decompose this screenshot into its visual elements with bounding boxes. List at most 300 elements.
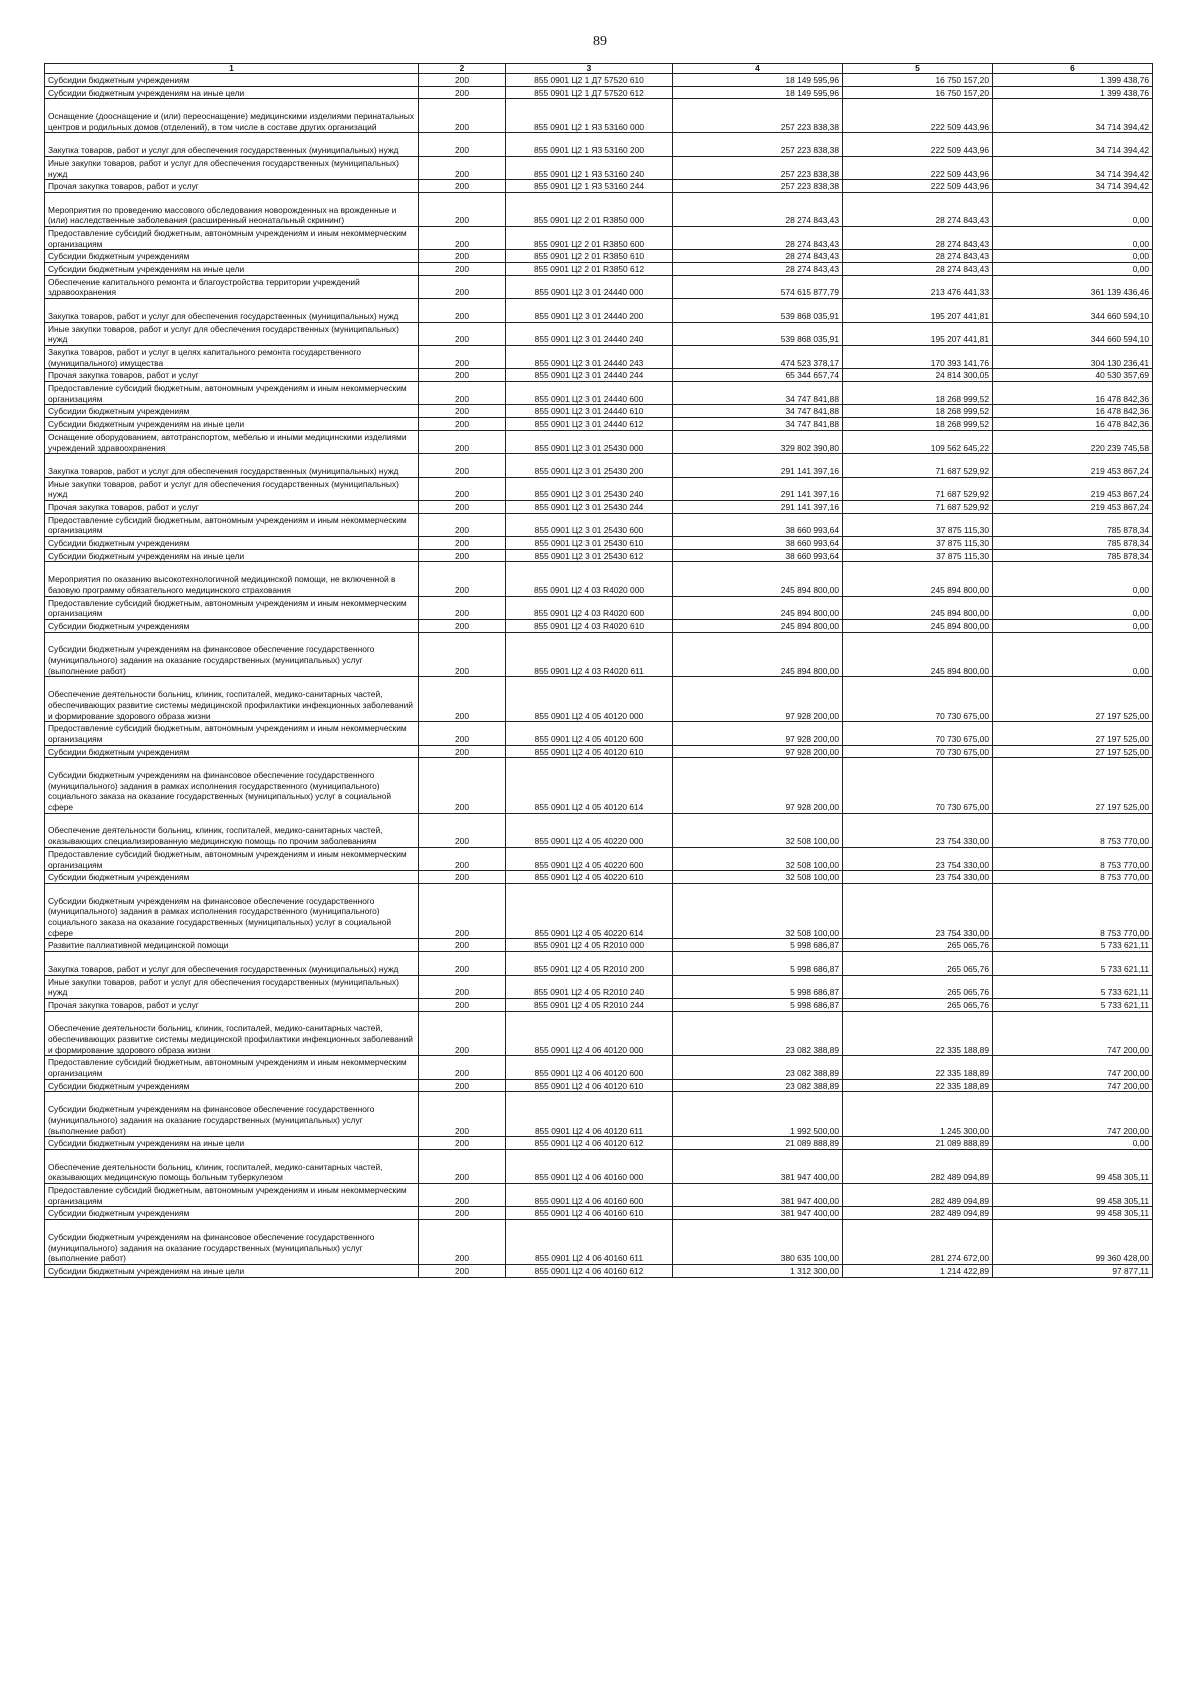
row-kbk-code: 855 0901 Ц2 4 05 40220 610 xyxy=(506,871,673,884)
row-code: 200 xyxy=(419,500,506,513)
row-value-5: 213 476 441,33 xyxy=(843,275,993,298)
row-kbk-code: 855 0901 Ц2 4 03 R4020 610 xyxy=(506,619,673,632)
row-value-5: 37 875 115,30 xyxy=(843,549,993,562)
row-value-6: 304 130 236,41 xyxy=(993,345,1153,368)
row-code: 200 xyxy=(419,619,506,632)
page-number: 89 xyxy=(593,34,607,49)
column-header-3: 3 xyxy=(506,64,673,74)
row-value-4: 23 082 388,89 xyxy=(673,1056,843,1079)
row-code: 200 xyxy=(419,722,506,745)
row-kbk-code: 855 0901 Ц2 4 05 40120 610 xyxy=(506,745,673,758)
row-name: Закупка товаров, работ и услуг для обеспечения государственных (муниципальных) нужд xyxy=(45,133,419,156)
row-kbk-code: 855 0901 Ц2 1 Я3 53160 000 xyxy=(506,99,673,133)
table-row xyxy=(45,883,1153,939)
table-row xyxy=(45,1056,1153,1079)
row-code: 200 xyxy=(419,180,506,193)
row-name: Субсидии бюджетным учреждениям на иные цели xyxy=(45,549,419,562)
row-value-4: 97 928 200,00 xyxy=(673,758,843,814)
row-value-4: 32 508 100,00 xyxy=(673,813,843,847)
row-value-4: 5 998 686,87 xyxy=(673,975,843,998)
table-row xyxy=(45,677,1153,722)
row-name: Субсидии бюджетным учреждениям xyxy=(45,745,419,758)
row-value-4: 97 928 200,00 xyxy=(673,677,843,722)
row-value-5: 282 489 094,89 xyxy=(843,1207,993,1220)
row-name: Субсидии бюджетным учреждениям на иные цели xyxy=(45,418,419,431)
row-value-5: 265 065,76 xyxy=(843,952,993,975)
row-kbk-code: 855 0901 Ц2 2 01 R3850 600 xyxy=(506,227,673,250)
row-value-5: 28 274 843,43 xyxy=(843,227,993,250)
row-code: 200 xyxy=(419,883,506,939)
row-value-6: 8 753 770,00 xyxy=(993,847,1153,870)
row-name: Субсидии бюджетным учреждениям xyxy=(45,1079,419,1092)
row-value-5: 222 509 443,96 xyxy=(843,180,993,193)
header-row xyxy=(45,64,1153,74)
row-kbk-code: 855 0901 Ц2 4 05 R2010 240 xyxy=(506,975,673,998)
row-code: 200 xyxy=(419,939,506,952)
row-value-6: 0,00 xyxy=(993,1137,1153,1150)
row-name: Иные закупки товаров, работ и услуг для обеспечения государственных (муниципальных) нужд xyxy=(45,156,419,179)
row-value-4: 291 141 397,16 xyxy=(673,454,843,477)
row-value-4: 34 747 841,88 xyxy=(673,382,843,405)
row-value-5: 70 730 675,00 xyxy=(843,745,993,758)
row-value-4: 257 223 838,38 xyxy=(673,99,843,133)
row-value-6: 0,00 xyxy=(993,263,1153,276)
row-code: 200 xyxy=(419,1220,506,1265)
row-value-5: 18 268 999,52 xyxy=(843,382,993,405)
row-name: Закупка товаров, работ и услуг для обеспечения государственных (муниципальных) нужд xyxy=(45,952,419,975)
table-row xyxy=(45,952,1153,975)
row-value-5: 265 065,76 xyxy=(843,975,993,998)
row-name: Субсидии бюджетным учреждениям на финансовое обеспечение государственного (муниципального) задания на оказание государственных (муниципальных) услуг (выполнение работ) xyxy=(45,1220,419,1265)
row-value-6: 1 399 438,76 xyxy=(993,86,1153,99)
row-code: 200 xyxy=(419,1137,506,1150)
row-kbk-code: 855 0901 Ц2 4 05 R2010 244 xyxy=(506,998,673,1011)
table-row xyxy=(45,263,1153,276)
row-value-5: 245 894 800,00 xyxy=(843,619,993,632)
row-kbk-code: 855 0901 Ц2 4 05 R2010 000 xyxy=(506,939,673,952)
row-value-6: 27 197 525,00 xyxy=(993,758,1153,814)
row-code: 200 xyxy=(419,299,506,322)
row-kbk-code: 855 0901 Ц2 4 06 40120 611 xyxy=(506,1092,673,1137)
row-value-5: 71 687 529,92 xyxy=(843,500,993,513)
table-row xyxy=(45,454,1153,477)
table-row xyxy=(45,227,1153,250)
row-value-4: 257 223 838,38 xyxy=(673,180,843,193)
row-value-6: 97 877,11 xyxy=(993,1264,1153,1277)
row-kbk-code: 855 0901 Ц2 2 01 R3850 610 xyxy=(506,250,673,263)
row-value-6: 99 458 305,11 xyxy=(993,1184,1153,1207)
row-code: 200 xyxy=(419,1149,506,1183)
table-row xyxy=(45,382,1153,405)
row-value-5: 23 754 330,00 xyxy=(843,847,993,870)
row-value-4: 21 089 888,89 xyxy=(673,1137,843,1150)
table-row xyxy=(45,998,1153,1011)
table-row xyxy=(45,299,1153,322)
row-value-5: 21 089 888,89 xyxy=(843,1137,993,1150)
row-value-6: 34 714 394,42 xyxy=(993,180,1153,193)
row-name: Мероприятия по оказанию высокотехнологичной медицинской помощи, не включенной в базовую программу обязательного медицинского страхования xyxy=(45,562,419,596)
column-header-5: 5 xyxy=(843,64,993,74)
row-name: Мероприятия по проведению массового обследования новорожденных на врожденные и (или) наследственные заболевания (расширенный неонатальный скрининг) xyxy=(45,192,419,226)
row-value-4: 32 508 100,00 xyxy=(673,883,843,939)
column-header-6: 6 xyxy=(993,64,1153,74)
row-code: 200 xyxy=(419,263,506,276)
row-value-6: 40 530 357,69 xyxy=(993,369,1153,382)
row-code: 200 xyxy=(419,847,506,870)
row-code: 200 xyxy=(419,86,506,99)
row-value-5: 28 274 843,43 xyxy=(843,250,993,263)
column-header-4: 4 xyxy=(673,64,843,74)
row-value-5: 23 754 330,00 xyxy=(843,871,993,884)
row-kbk-code: 855 0901 Ц2 4 06 40160 610 xyxy=(506,1207,673,1220)
row-value-6: 220 239 745,58 xyxy=(993,430,1153,453)
row-value-5: 1 214 422,89 xyxy=(843,1264,993,1277)
row-value-5: 282 489 094,89 xyxy=(843,1149,993,1183)
row-name: Предоставление субсидий бюджетным, автономным учреждениям и иным некоммерческим организациям xyxy=(45,382,419,405)
row-code: 200 xyxy=(419,562,506,596)
row-value-6: 344 660 594,10 xyxy=(993,322,1153,345)
row-value-4: 257 223 838,38 xyxy=(673,156,843,179)
table-row xyxy=(45,1092,1153,1137)
row-value-6: 16 478 842,36 xyxy=(993,382,1153,405)
row-value-5: 23 754 330,00 xyxy=(843,813,993,847)
table-row xyxy=(45,562,1153,596)
row-value-5: 22 335 188,89 xyxy=(843,1056,993,1079)
row-value-5: 28 274 843,43 xyxy=(843,192,993,226)
row-value-6: 0,00 xyxy=(993,562,1153,596)
row-kbk-code: 855 0901 Ц2 4 05 40120 600 xyxy=(506,722,673,745)
row-code: 200 xyxy=(419,871,506,884)
row-kbk-code: 855 0901 Ц2 3 01 24440 200 xyxy=(506,299,673,322)
row-kbk-code: 855 0901 Ц2 4 06 40120 610 xyxy=(506,1079,673,1092)
row-value-5: 245 894 800,00 xyxy=(843,562,993,596)
row-value-5: 70 730 675,00 xyxy=(843,758,993,814)
row-code: 200 xyxy=(419,156,506,179)
table-row xyxy=(45,322,1153,345)
row-code: 200 xyxy=(419,745,506,758)
row-code: 200 xyxy=(419,596,506,619)
row-value-4: 34 747 841,88 xyxy=(673,418,843,431)
table-row xyxy=(45,758,1153,814)
row-name: Обеспечение деятельности больниц, клиник, госпиталей, медико-санитарных частей, обеспечивающих развитие системы медицинской профилактики инфекционных заболеваний и формирование здорового образа жизни xyxy=(45,1011,419,1056)
row-value-5: 70 730 675,00 xyxy=(843,722,993,745)
row-value-4: 329 802 390,80 xyxy=(673,430,843,453)
row-value-6: 27 197 525,00 xyxy=(993,745,1153,758)
table-row xyxy=(45,369,1153,382)
row-value-5: 1 245 300,00 xyxy=(843,1092,993,1137)
row-value-4: 380 635 100,00 xyxy=(673,1220,843,1265)
row-kbk-code: 855 0901 Ц2 4 06 40120 600 xyxy=(506,1056,673,1079)
row-name: Прочая закупка товаров, работ и услуг xyxy=(45,369,419,382)
row-kbk-code: 855 0901 Ц2 4 06 40120 000 xyxy=(506,1011,673,1056)
row-kbk-code: 855 0901 Ц2 4 05 40220 000 xyxy=(506,813,673,847)
row-value-6: 8 753 770,00 xyxy=(993,813,1153,847)
row-value-5: 28 274 843,43 xyxy=(843,263,993,276)
table-row xyxy=(45,975,1153,998)
row-value-6: 747 200,00 xyxy=(993,1079,1153,1092)
row-value-6: 361 139 436,46 xyxy=(993,275,1153,298)
row-value-5: 222 509 443,96 xyxy=(843,156,993,179)
row-value-6: 1 399 438,76 xyxy=(993,74,1153,87)
table-row xyxy=(45,549,1153,562)
row-kbk-code: 855 0901 Ц2 1 Я3 53160 200 xyxy=(506,133,673,156)
row-code: 200 xyxy=(419,1207,506,1220)
row-code: 200 xyxy=(419,1056,506,1079)
row-value-4: 291 141 397,16 xyxy=(673,500,843,513)
row-name: Субсидии бюджетным учреждениям на иные цели xyxy=(45,1264,419,1277)
row-value-6: 99 360 428,00 xyxy=(993,1220,1153,1265)
row-value-5: 265 065,76 xyxy=(843,939,993,952)
row-name: Предоставление субсидий бюджетным, автономным учреждениям и иным некоммерческим организациям xyxy=(45,847,419,870)
row-value-6: 5 733 621,11 xyxy=(993,998,1153,1011)
row-value-6: 34 714 394,42 xyxy=(993,133,1153,156)
row-code: 200 xyxy=(419,322,506,345)
column-header-1: 1 xyxy=(45,64,419,74)
row-code: 200 xyxy=(419,133,506,156)
row-value-4: 539 868 035,91 xyxy=(673,322,843,345)
table-row xyxy=(45,477,1153,500)
row-kbk-code: 855 0901 Ц2 3 01 25430 612 xyxy=(506,549,673,562)
row-value-6: 34 714 394,42 xyxy=(993,99,1153,133)
table-row xyxy=(45,192,1153,226)
row-value-4: 97 928 200,00 xyxy=(673,745,843,758)
row-value-4: 23 082 388,89 xyxy=(673,1011,843,1056)
row-value-4: 245 894 800,00 xyxy=(673,619,843,632)
row-code: 200 xyxy=(419,1092,506,1137)
row-code: 200 xyxy=(419,952,506,975)
row-name: Обеспечение капитального ремонта и благоустройства территории учреждений здравоохранения xyxy=(45,275,419,298)
row-name: Закупка товаров, работ и услуг в целях капитального ремонта государственного (муниципального) имущества xyxy=(45,345,419,368)
table-row xyxy=(45,156,1153,179)
table-row xyxy=(45,180,1153,193)
row-value-5: 109 562 645,22 xyxy=(843,430,993,453)
row-value-6: 8 753 770,00 xyxy=(993,871,1153,884)
row-code: 200 xyxy=(419,1011,506,1056)
row-name: Предоставление субсидий бюджетным, автономным учреждениям и иным некоммерческим организациям xyxy=(45,596,419,619)
row-code: 200 xyxy=(419,998,506,1011)
row-name: Предоставление субсидий бюджетным, автономным учреждениям и иным некоммерческим организациям xyxy=(45,1184,419,1207)
row-value-5: 222 509 443,96 xyxy=(843,99,993,133)
row-value-4: 5 998 686,87 xyxy=(673,952,843,975)
row-value-4: 381 947 400,00 xyxy=(673,1149,843,1183)
row-name: Предоставление субсидий бюджетным, автономным учреждениям и иным некоммерческим организациям xyxy=(45,722,419,745)
row-value-4: 28 274 843,43 xyxy=(673,192,843,226)
row-value-4: 97 928 200,00 xyxy=(673,722,843,745)
table-row xyxy=(45,1137,1153,1150)
row-value-4: 539 868 035,91 xyxy=(673,299,843,322)
row-value-5: 71 687 529,92 xyxy=(843,454,993,477)
row-code: 200 xyxy=(419,454,506,477)
row-kbk-code: 855 0901 Ц2 4 06 40160 000 xyxy=(506,1149,673,1183)
row-value-6: 219 453 867,24 xyxy=(993,454,1153,477)
row-value-4: 28 274 843,43 xyxy=(673,227,843,250)
row-name: Предоставление субсидий бюджетным, автономным учреждениям и иным некоммерческим организациям xyxy=(45,227,419,250)
row-kbk-code: 855 0901 Ц2 2 01 R3850 000 xyxy=(506,192,673,226)
row-value-5: 18 268 999,52 xyxy=(843,418,993,431)
row-name: Иные закупки товаров, работ и услуг для обеспечения государственных (муниципальных) нужд xyxy=(45,975,419,998)
row-name: Обеспечение деятельности больниц, клиник, госпиталей, медико-санитарных частей, оказывающих медицинскую помощь больным туберкулезом xyxy=(45,1149,419,1183)
row-name: Субсидии бюджетным учреждениям на финансовое обеспечение государственного (муниципального) задания в рамках исполнения государственного (муниципального) социального заказа на оказание государственных (муниципальных) услуг в социальной сфере xyxy=(45,758,419,814)
table-row xyxy=(45,1079,1153,1092)
row-kbk-code: 855 0901 Ц2 3 01 24440 612 xyxy=(506,418,673,431)
row-kbk-code: 855 0901 Ц2 2 01 R3850 612 xyxy=(506,263,673,276)
table-row xyxy=(45,1184,1153,1207)
row-value-4: 574 615 877,79 xyxy=(673,275,843,298)
table-row xyxy=(45,74,1153,87)
row-value-5: 222 509 443,96 xyxy=(843,133,993,156)
row-value-4: 1 992 500,00 xyxy=(673,1092,843,1137)
row-value-4: 18 149 595,96 xyxy=(673,86,843,99)
row-value-4: 245 894 800,00 xyxy=(673,632,843,677)
row-code: 200 xyxy=(419,382,506,405)
row-value-6: 5 733 621,11 xyxy=(993,952,1153,975)
row-value-6: 16 478 842,36 xyxy=(993,405,1153,418)
table-row xyxy=(45,405,1153,418)
row-value-6: 747 200,00 xyxy=(993,1056,1153,1079)
column-header-2: 2 xyxy=(419,64,506,74)
row-kbk-code: 855 0901 Ц2 3 01 24440 610 xyxy=(506,405,673,418)
row-kbk-code: 855 0901 Ц2 1 Я3 53160 240 xyxy=(506,156,673,179)
row-kbk-code: 855 0901 Ц2 4 06 40120 612 xyxy=(506,1137,673,1150)
row-value-6: 219 453 867,24 xyxy=(993,500,1153,513)
table-row xyxy=(45,275,1153,298)
row-kbk-code: 855 0901 Ц2 4 05 R2010 200 xyxy=(506,952,673,975)
row-value-4: 18 149 595,96 xyxy=(673,74,843,87)
row-name: Обеспечение деятельности больниц, клиник, госпиталей, медико-санитарных частей, оказывающих специализированную медицинскую помощь по прочим заболеваниям xyxy=(45,813,419,847)
row-value-5: 37 875 115,30 xyxy=(843,513,993,536)
table-row xyxy=(45,418,1153,431)
row-name: Прочая закупка товаров, работ и услуг xyxy=(45,180,419,193)
row-kbk-code: 855 0901 Ц2 4 06 40160 600 xyxy=(506,1184,673,1207)
row-value-5: 23 754 330,00 xyxy=(843,883,993,939)
row-kbk-code: 855 0901 Ц2 3 01 25430 240 xyxy=(506,477,673,500)
row-value-6: 27 197 525,00 xyxy=(993,677,1153,722)
row-value-6: 0,00 xyxy=(993,227,1153,250)
row-code: 200 xyxy=(419,74,506,87)
row-value-4: 474 523 378,17 xyxy=(673,345,843,368)
row-value-6: 747 200,00 xyxy=(993,1092,1153,1137)
row-code: 200 xyxy=(419,537,506,550)
row-kbk-code: 855 0901 Ц2 3 01 25430 600 xyxy=(506,513,673,536)
row-kbk-code: 855 0901 Ц2 1 Д7 57520 612 xyxy=(506,86,673,99)
table-row xyxy=(45,99,1153,133)
row-name: Субсидии бюджетным учреждениям на иные цели xyxy=(45,86,419,99)
table-row xyxy=(45,871,1153,884)
budget-table xyxy=(44,63,1153,1278)
table-row xyxy=(45,722,1153,745)
row-code: 200 xyxy=(419,632,506,677)
table-row xyxy=(45,1149,1153,1183)
row-code: 200 xyxy=(419,513,506,536)
table-row xyxy=(45,250,1153,263)
table-row xyxy=(45,619,1153,632)
row-code: 200 xyxy=(419,677,506,722)
row-value-4: 28 274 843,43 xyxy=(673,263,843,276)
row-value-4: 38 660 993,64 xyxy=(673,549,843,562)
row-code: 200 xyxy=(419,1264,506,1277)
row-value-5: 22 335 188,89 xyxy=(843,1079,993,1092)
row-value-6: 219 453 867,24 xyxy=(993,477,1153,500)
row-kbk-code: 855 0901 Ц2 3 01 25430 200 xyxy=(506,454,673,477)
row-code: 200 xyxy=(419,345,506,368)
row-value-5: 37 875 115,30 xyxy=(843,537,993,550)
row-value-4: 245 894 800,00 xyxy=(673,596,843,619)
table-row xyxy=(45,745,1153,758)
table-row xyxy=(45,1220,1153,1265)
row-value-4: 5 998 686,87 xyxy=(673,939,843,952)
row-name: Субсидии бюджетным учреждениям на финансовое обеспечение государственного (муниципального) задания в рамках исполнения государственного (муниципального) социального заказа на оказание государственных (муниципальных) услуг в социальной сфере xyxy=(45,883,419,939)
row-code: 200 xyxy=(419,99,506,133)
row-value-6: 0,00 xyxy=(993,632,1153,677)
row-kbk-code: 855 0901 Ц2 3 01 25430 244 xyxy=(506,500,673,513)
row-code: 200 xyxy=(419,405,506,418)
row-code: 200 xyxy=(419,813,506,847)
row-kbk-code: 855 0901 Ц2 4 06 40160 612 xyxy=(506,1264,673,1277)
table-row xyxy=(45,86,1153,99)
row-value-5: 18 268 999,52 xyxy=(843,405,993,418)
row-value-4: 38 660 993,64 xyxy=(673,537,843,550)
row-name: Субсидии бюджетным учреждениям на финансовое обеспечение государственного (муниципального) задания на оказание государственных (муниципальных) услуг (выполнение работ) xyxy=(45,1092,419,1137)
row-name: Субсидии бюджетным учреждениям xyxy=(45,619,419,632)
row-value-4: 23 082 388,89 xyxy=(673,1079,843,1092)
row-value-5: 281 274 672,00 xyxy=(843,1220,993,1265)
row-value-5: 195 207 441,81 xyxy=(843,299,993,322)
table-row xyxy=(45,513,1153,536)
table-row xyxy=(45,813,1153,847)
row-name: Субсидии бюджетным учреждениям xyxy=(45,537,419,550)
row-name: Обеспечение деятельности больниц, клиник, госпиталей, медико-санитарных частей, обеспечивающих развитие системы медицинской профилактики инфекционных заболеваний и формирование здорового образа жизни xyxy=(45,677,419,722)
row-code: 200 xyxy=(419,477,506,500)
row-value-6: 0,00 xyxy=(993,619,1153,632)
row-kbk-code: 855 0901 Ц2 3 01 24440 244 xyxy=(506,369,673,382)
row-code: 200 xyxy=(419,192,506,226)
table-row xyxy=(45,430,1153,453)
row-value-4: 65 344 657,74 xyxy=(673,369,843,382)
row-name: Прочая закупка товаров, работ и услуг xyxy=(45,998,419,1011)
row-kbk-code: 855 0901 Ц2 4 05 40120 000 xyxy=(506,677,673,722)
row-value-6: 747 200,00 xyxy=(993,1011,1153,1056)
row-name: Субсидии бюджетным учреждениям на финансовое обеспечение государственного (муниципального) задания на оказание государственных (муниципальных) услуг (выполнение работ) xyxy=(45,632,419,677)
row-name: Оснащение оборудованием, автотранспортом, мебелью и иными медицинскими изделиями учреждений здравоохранения xyxy=(45,430,419,453)
row-value-6: 27 197 525,00 xyxy=(993,722,1153,745)
row-value-6: 0,00 xyxy=(993,596,1153,619)
row-value-6: 16 478 842,36 xyxy=(993,418,1153,431)
row-value-5: 70 730 675,00 xyxy=(843,677,993,722)
row-value-4: 28 274 843,43 xyxy=(673,250,843,263)
row-value-6: 8 753 770,00 xyxy=(993,883,1153,939)
row-name: Закупка товаров, работ и услуг для обеспечения государственных (муниципальных) нужд xyxy=(45,454,419,477)
row-kbk-code: 855 0901 Ц2 4 05 40120 614 xyxy=(506,758,673,814)
row-name: Предоставление субсидий бюджетным, автономным учреждениям и иным некоммерческим организациям xyxy=(45,513,419,536)
row-value-6: 785 878,34 xyxy=(993,549,1153,562)
row-value-4: 1 312 300,00 xyxy=(673,1264,843,1277)
row-kbk-code: 855 0901 Ц2 1 Д7 57520 610 xyxy=(506,74,673,87)
table-row xyxy=(45,537,1153,550)
table-row xyxy=(45,500,1153,513)
table-row xyxy=(45,632,1153,677)
row-value-5: 16 750 157,20 xyxy=(843,86,993,99)
row-value-5: 22 335 188,89 xyxy=(843,1011,993,1056)
row-value-5: 71 687 529,92 xyxy=(843,477,993,500)
row-value-4: 38 660 993,64 xyxy=(673,513,843,536)
row-name: Иные закупки товаров, работ и услуг для обеспечения государственных (муниципальных) нужд xyxy=(45,322,419,345)
row-value-6: 5 733 621,11 xyxy=(993,975,1153,998)
row-kbk-code: 855 0901 Ц2 4 03 R4020 600 xyxy=(506,596,673,619)
row-kbk-code: 855 0901 Ц2 4 06 40160 611 xyxy=(506,1220,673,1265)
row-kbk-code: 855 0901 Ц2 4 03 R4020 611 xyxy=(506,632,673,677)
row-value-4: 291 141 397,16 xyxy=(673,477,843,500)
row-value-4: 32 508 100,00 xyxy=(673,871,843,884)
